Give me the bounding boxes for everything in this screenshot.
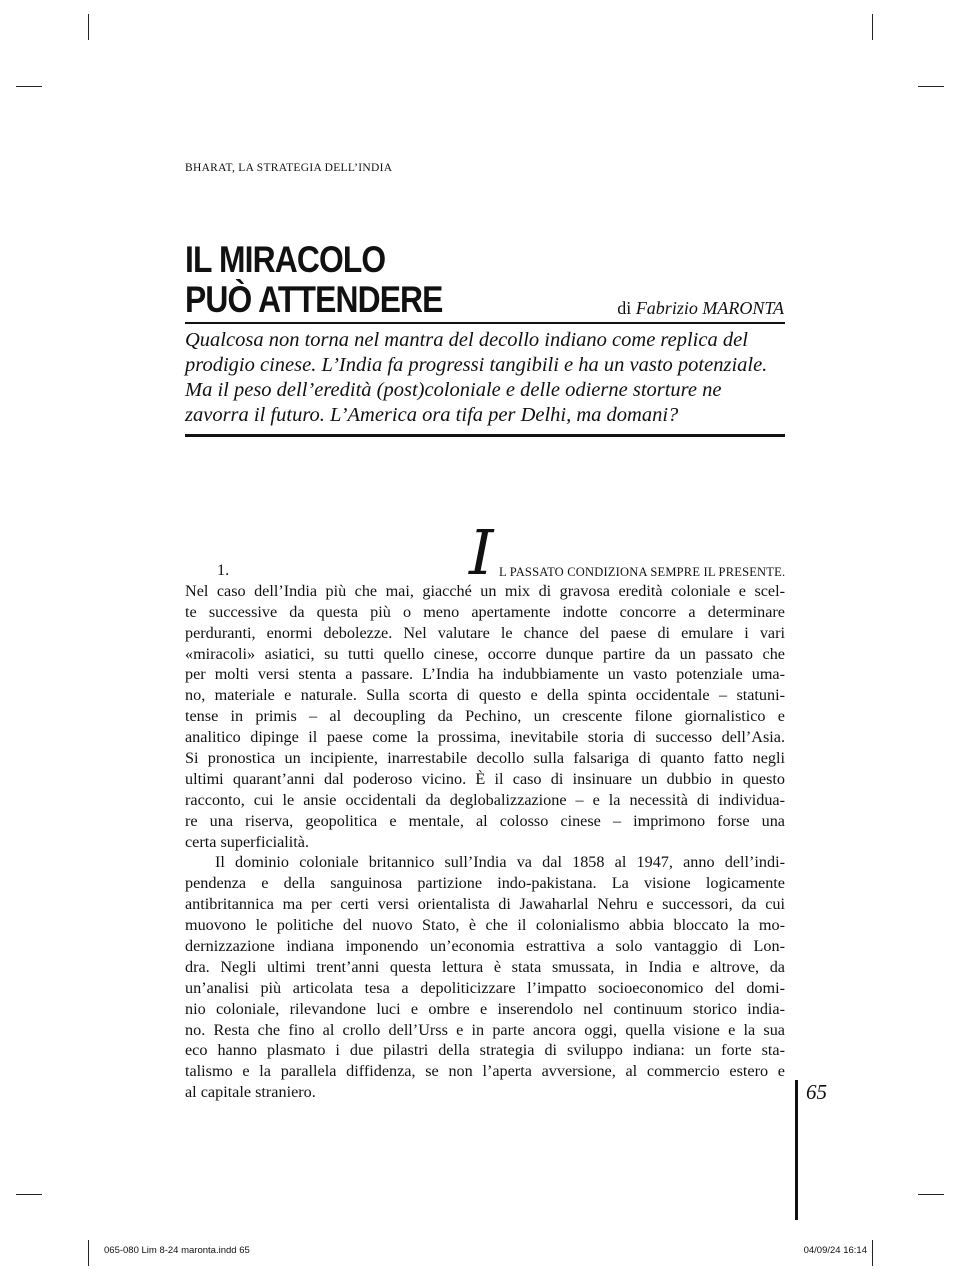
body-line: nio coloniale, rilevandone luci e ombre e inserendolo nel continuum storico india- xyxy=(185,999,785,1018)
body-line: no. Resta che fino al crollo dell’Urss e in parte ancora oggi, quella visione e la sua xyxy=(185,1020,785,1039)
byline-prefix: di xyxy=(617,298,632,318)
body-line: tense in primis – al decoupling da Pechino, un crescente filone giornalistico e xyxy=(185,707,785,726)
body-line: Il dominio coloniale britannico sull’India va dal 1858 al 1947, anno dell’indi- xyxy=(215,853,785,872)
drop-cap: I xyxy=(469,516,494,589)
running-head: BHARAT, LA STRATEGIA DELL’INDIA xyxy=(185,162,393,174)
article-body xyxy=(185,516,786,1103)
body-line: Nel caso dell’India più che mai, giacché un mix di gravosa eredità coloniale e scel- xyxy=(185,581,785,600)
title-line: IL MIRACOLO xyxy=(185,239,386,280)
body-line: ultimi quarant’anni dal poderoso vicino. È il caso di insinuare un dubbio in questo xyxy=(185,769,785,788)
paragraph-2 xyxy=(185,852,785,1103)
opening-line xyxy=(185,516,786,589)
page-number: 65 xyxy=(806,1080,827,1104)
crop-mark xyxy=(872,1240,873,1266)
body-line: «miracoli» asiatici, su tutti quello cinese, occorre dunque partire da un passato che xyxy=(185,644,785,663)
body-line: talismo e la parallela diffidenza, se non l’aperta avversione, al commercio estero e xyxy=(185,1062,785,1081)
opening-small-caps: L PASSATO CONDIZIONA SEMPRE IL PRESENTE. xyxy=(499,565,786,579)
title-rule xyxy=(185,322,785,324)
body-line: Si pronostica un incipiente, inarrestabile decollo sulla falsariga di quanto fatto negli xyxy=(185,749,785,768)
body-line: certa superficialità. xyxy=(185,832,310,851)
author-last-name-initial: M xyxy=(702,298,718,318)
article-title xyxy=(185,240,443,320)
article-subtitle xyxy=(185,328,785,428)
subtitle-line: Qualcosa non torna nel mantra del decollo indiano come replica del xyxy=(185,329,748,351)
body-line: al capitale straniero. xyxy=(185,1083,316,1102)
subtitle-line: Ma il peso dell’eredità (post)coloniale e delle odierne storture ne xyxy=(185,379,722,401)
body-line: analitico dipinge il paese come la prossima, inevitabile storia di successo dell’Asia. xyxy=(185,728,785,747)
body-line: perduranti, enormi debolezze. Nel valutare le chance del paese di emulare i vari xyxy=(185,623,785,642)
subtitle-line: prodigio cinese. L’India fa progressi tangibili e ha un vasto potenziale. xyxy=(185,354,768,376)
crop-mark xyxy=(16,86,42,87)
body-line: eco hanno plasmato i due pilastri della strategia di sviluppo indiana: un forte sta- xyxy=(185,1041,785,1060)
body-line: racconto, cui le ansie occidentali da deglobalizzazione – e la necessità di individua- xyxy=(185,790,785,809)
paragraph-1 xyxy=(185,581,785,853)
crop-mark xyxy=(16,1194,42,1195)
author-first-name: Fabrizio xyxy=(635,298,698,318)
title-line: PUÒ ATTENDERE xyxy=(185,279,443,320)
body-line: re una riserva, geopolitica e mentale, al colosso cinese – imprimono forse una xyxy=(185,811,785,830)
section-number: 1. xyxy=(217,561,230,579)
page-edge-bar xyxy=(795,1080,798,1220)
body-line: un’analisi più articolata tesa a depoliticizzare l’impatto socioeconomico del domi- xyxy=(185,978,785,997)
footer-file-info: 065-080 Lim 8-24 maronta.indd 65 xyxy=(104,1245,250,1256)
author-last-name-rest: ARONTA xyxy=(717,298,784,318)
crop-mark xyxy=(872,14,873,40)
subtitle-rule xyxy=(185,434,785,437)
body-line: muovono le politiche del nuovo Stato, è che il colonialismo abbia bloccato la mo- xyxy=(185,916,785,935)
body-line: dernizzazione indiana imponendo un’economia estrattiva a solo vantaggio di Lon- xyxy=(185,937,785,956)
byline xyxy=(617,298,784,319)
body-line: per molti versi stenta a passare. L’India ha indubbiamente un vasto potenziale uma- xyxy=(185,665,785,684)
body-line: dra. Negli ultimi trent’anni questa lettura è stata smussata, in India e altrove, da xyxy=(185,957,785,976)
body-line: antibritannica ma per certi versi orientalista di Jawaharlal Nehru e successori, da cui xyxy=(185,895,785,914)
crop-mark xyxy=(88,14,89,40)
crop-mark xyxy=(918,86,944,87)
footer-timestamp: 04/09/24 16:14 xyxy=(803,1245,867,1256)
subtitle-line: zavorra il futuro. L’America ora tifa per Delhi, ma domani? xyxy=(185,404,679,426)
crop-mark xyxy=(88,1240,89,1266)
body-line: pendenza e della sanguinosa partizione indo-pakistana. La visione logicamente xyxy=(185,874,785,893)
body-line: te successive da questa più o meno apertamente indotte concorre a determinare xyxy=(185,602,785,621)
body-line: no, materiale e naturale. Sulla scorta di questo e della spinta occidentale – statuni- xyxy=(185,686,785,705)
crop-mark xyxy=(918,1194,944,1195)
